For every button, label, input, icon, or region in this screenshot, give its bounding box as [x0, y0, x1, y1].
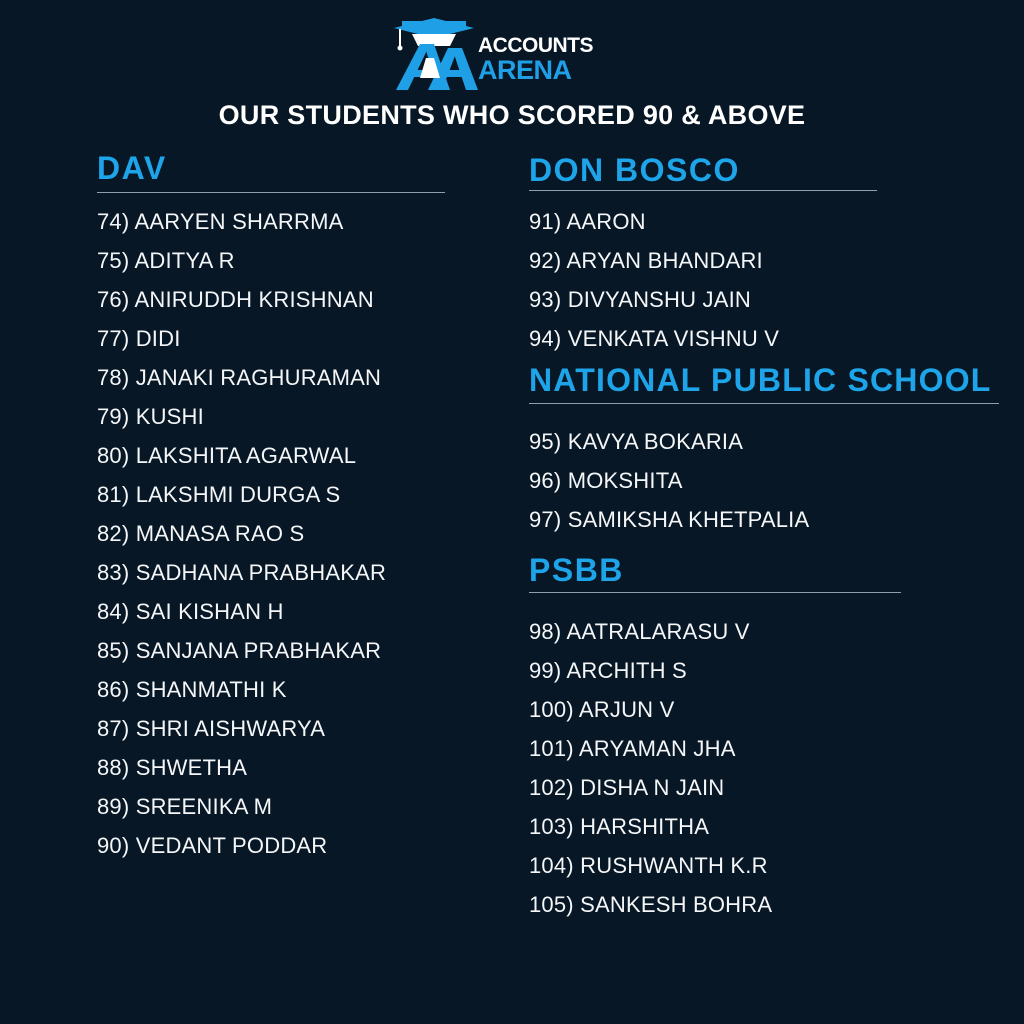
brand-name-line1: ACCOUNTS [478, 34, 593, 57]
student-name: 75) ADITYA R [97, 248, 235, 273]
student-name: 85) SANJANA PRABHAKAR [97, 638, 382, 663]
graduation-cap-logo-icon [390, 18, 480, 92]
student-name: 81) LAKSHMI DURGA S [97, 482, 341, 507]
student-name: 77) DIDI [97, 326, 181, 351]
student-list-national-public-school [529, 422, 809, 539]
student-name: 87) SHRI AISHWARYA [97, 716, 326, 741]
student-name: 88) SHWETHA [97, 755, 248, 780]
student-list-dav [97, 202, 386, 865]
student-name: 86) SHANMATHI K [97, 677, 287, 702]
student-name: 101) ARYAMAN JHA [529, 736, 736, 761]
student-name: 105) SANKESH BOHRA [529, 892, 773, 917]
section-heading-national-public-school: NATIONAL PUBLIC SCHOOL [529, 362, 992, 398]
student-name: 79) KUSHI [97, 404, 204, 429]
student-name: 95) KAVYA BOKARIA [529, 429, 744, 454]
student-name: 90) VEDANT PODDAR [97, 833, 328, 858]
section-heading-psbb: PSBB [529, 552, 624, 588]
section-heading-don-bosco: DON BOSCO [529, 152, 740, 188]
student-name: 99) ARCHITH S [529, 658, 687, 683]
student-name: 102) DISHA N JAIN [529, 775, 725, 800]
brand-logo [390, 18, 620, 92]
student-name: 74) AARYEN SHARRMA [97, 209, 344, 234]
brand-name-line2: ARENA [478, 55, 572, 85]
student-name: 82) MANASA RAO S [97, 521, 305, 546]
section-divider-national-public-school [529, 403, 999, 404]
student-name: 78) JANAKI RAGHURAMAN [97, 365, 382, 390]
student-name: 104) RUSHWANTH K.R [529, 853, 768, 878]
student-name: 103) HARSHITHA [529, 814, 710, 839]
section-heading-dav: DAV [97, 150, 167, 186]
student-name: 92) ARYAN BHANDARI [529, 248, 763, 273]
page-title: OUR STUDENTS WHO SCORED 90 & ABOVE [218, 100, 806, 130]
student-name: 96) MOKSHITA [529, 468, 683, 493]
student-name: 76) ANIRUDDH KRISHNAN [97, 287, 374, 312]
student-list-psbb [529, 612, 772, 924]
student-name: 84) SAI KISHAN H [97, 599, 284, 624]
student-name: 94) VENKATA VISHNU V [529, 326, 780, 351]
student-name: 89) SREENIKA M [97, 794, 273, 819]
section-divider-don-bosco [529, 190, 877, 191]
student-name: 91) AARON [529, 209, 646, 234]
student-name: 97) SAMIKSHA KHETPALIA [529, 507, 810, 532]
student-name: 100) ARJUN V [529, 697, 675, 722]
student-name: 93) DIVYANSHU JAIN [529, 287, 752, 312]
student-name: 80) LAKSHITA AGARWAL [97, 443, 357, 468]
student-name: 83) SADHANA PRABHAKAR [97, 560, 387, 585]
student-name: 98) AATRALARASU V [529, 619, 750, 644]
section-divider-dav [97, 192, 445, 193]
section-divider-psbb [529, 592, 901, 593]
student-list-don-bosco [529, 202, 779, 358]
